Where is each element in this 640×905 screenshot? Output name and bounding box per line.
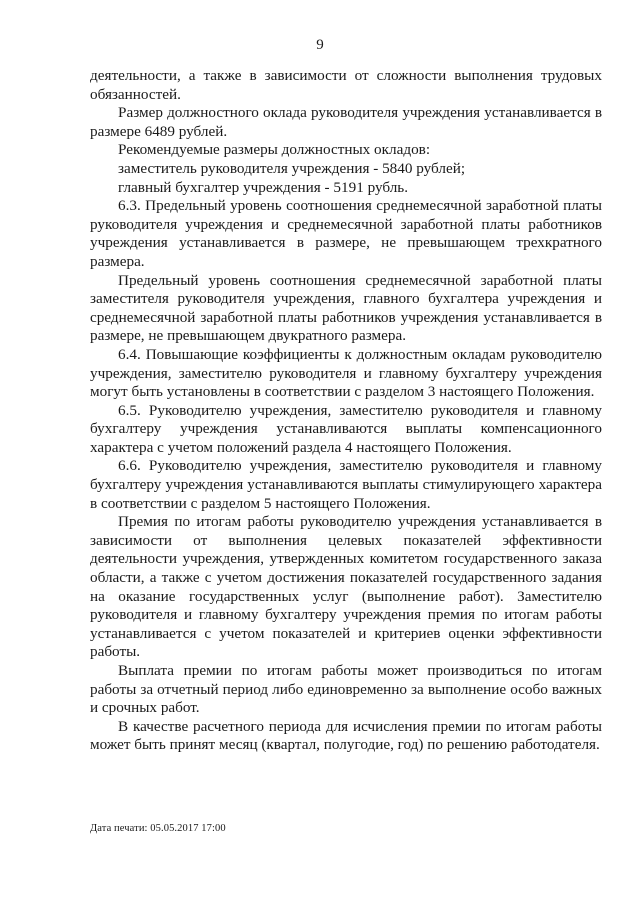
document-body xyxy=(90,67,602,755)
page-number: 9 xyxy=(316,37,324,53)
list-item-accountant-salary: главный бухгалтер учреждения - 5191 рубль. xyxy=(118,178,409,196)
paragraph-recommended-salaries: Рекомендуемые размеры должностных окладов: xyxy=(118,141,431,159)
list-item-deputy-salary: заместитель руководителя учреждения - 5840 рублей; xyxy=(118,159,466,177)
paragraph-calculation-period: В качестве расчетного периода для исчисления премии по итогам работы может быть принят месяц (квартал, полугодие, год) по решению работодателя. xyxy=(90,717,602,754)
paragraph-6-5: 6.5. Руководителю учреждения, заместителю руководителя и главному бухгалтеру учреждения устанавливаются выплаты компенсационного характера с учетом положений раздела 4 настоящего Положения. xyxy=(90,401,602,456)
paragraph-director-salary: Размер должностного оклада руководителя учреждения устанавливается в размере 6489 рублей. xyxy=(90,104,602,140)
paragraph-6-4: 6.4. Повышающие коэффициенты к должностным окладам руководителю учреждения, заместителю руководителя и главному бухгалтеру учреждения могут быть установлены в соответствии с разделом 3 настоящего Положения. xyxy=(90,345,602,401)
paragraph-6-3: 6.3. Предельный уровень соотношения среднемесячной заработной платы руководителя учреждения и среднемесячной заработной платы работников учреждения устанавливается в размере, не превышающем трехкратного размера. xyxy=(90,197,602,270)
paragraph-6-6: 6.6. Руководителю учреждения, заместителю руководителя и главному бухгалтеру учреждения устанавливаются выплаты стимулирующего характера в соответствии с разделом 5 настоящего Положения. xyxy=(90,457,602,512)
paragraph-bonus-payment: Выплата премии по итогам работы может производиться по итогам работы за отчетный период либо единовременно за выполнение особо важных и срочных работ. xyxy=(90,662,602,717)
paragraph-bonus: Премия по итогам работы руководителю учреждения устанавливается в зависимости от выполнения целевых показателей эффективности деятельности учреждения, утвержденных комитетом государственного заказа области, а также с учетом достижения показателей государственного задания на оказание государственных услуг (выполнение работ). Заместителю руководителя и главному бухгалтеру учреждения премия по итогам работы устанавливается с учетом показателей и критериев оценки эффективности работы. xyxy=(90,513,602,661)
paragraph-ratio-deputy: Предельный уровень соотношения среднемесячной заработной платы заместителя руководителя учреждения, главного бухгалтера учреждения и среднемесячной заработной платы работников учреждения устанавливается в размере, не превышающем двукратного размера. xyxy=(90,271,602,345)
print-date: Дата печати: 05.05.2017 17:00 xyxy=(90,823,226,834)
paragraph-continuation: деятельности, а также в зависимости от сложности выполнения трудовых обязанностей. xyxy=(90,67,602,103)
